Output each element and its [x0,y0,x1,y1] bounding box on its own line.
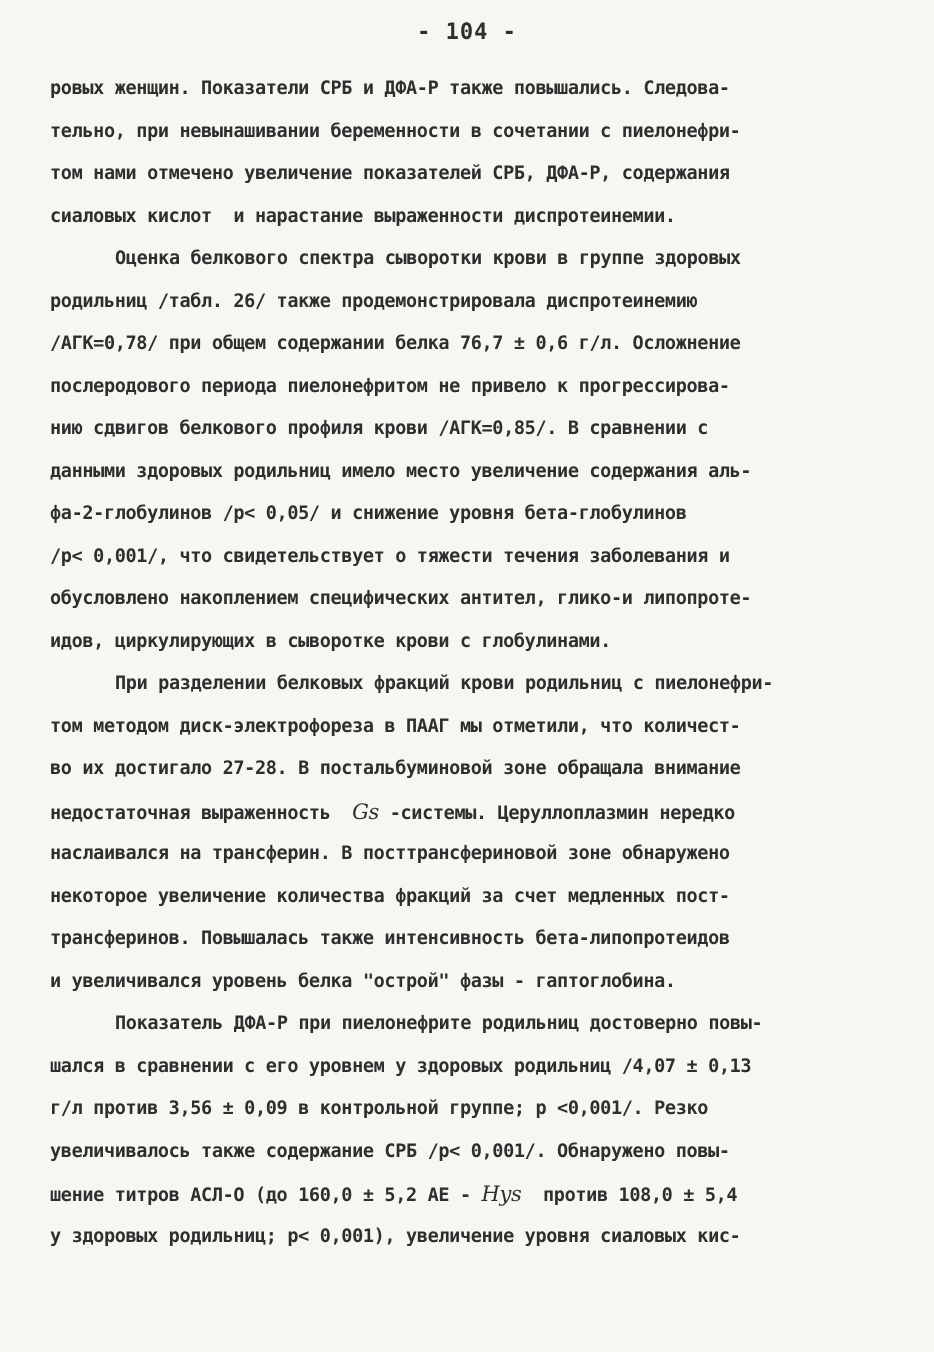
text-line: наслаивался на трансферин. В посттрансфериновой зоне обнаружено [50,843,730,864]
text-line [50,791,900,834]
text-line: Оценка белкового спектра сыворотки крови в группе здоровых [115,248,741,269]
handwritten-symbol: Hys [481,1182,522,1206]
text-line: идов, циркулирующих в сыворотке крови с глобулинами. [50,630,611,652]
text-line: сиаловых кислот и нарастание выраженности диспротеинемии. [50,205,676,227]
text-line: фа-2-глобулинов /р< 0,05/ и снижение уровня бета-глобулинов [50,503,687,524]
text-line [50,1173,900,1216]
text-line: увеличивалось также содержание СРБ /р< 0,001/. Обнаружено повы- [50,1140,730,1162]
text-line: и увеличивался уровень белка "острой" фазы - гаптоглобина. [50,970,676,992]
text-line: При разделении белковых фракций крови родильниц с пиелонефри- [115,673,774,694]
text-line: том нами отмечено увеличение показателей СРБ, ДФА-Р, содержания [50,163,730,184]
line-segment: против 108,0 ± 5,4 [521,1185,738,1206]
page-number: - 104 - [417,20,517,45]
text-line: обусловлено накоплением специфических антител, глико-и липопроте- [50,588,752,609]
line-segment: -системы. Церуллоплазмин нередко [378,802,735,824]
text-line: /АГК=0,78/ при общем содержании белка 76,7 ± 0,6 г/л. Осложнение [50,333,741,354]
text-line: во их достигало 27-28. В постальбуминовой зоне обращала внимание [50,758,741,779]
text-line: послеродового периода пиелонефритом не привело к прогрессирова- [50,375,730,397]
text-line: нию сдвигов белкового профиля крови /АГК=0,85/. В сравнении с [50,418,709,439]
text-line: том методом диск-электрофореза в ПААГ мы отметили, что количест- [50,715,741,737]
text-line: шался в сравнении с его уровнем у здоровых родильниц /4,07 ± 0,13 [50,1055,752,1077]
text-line: родильниц /табл. 26/ также продемонстрировала диспротеинемию [50,290,698,312]
handwritten-symbol: Gs [352,799,379,824]
text-line: г/л против 3,56 ± 0,09 в контрольной группе; р <0,001/. Резко [50,1098,709,1119]
text-line: /р< 0,001/, что свидетельствует о тяжести течения заболевания и [50,545,730,567]
line-segment: недостаточная выраженность [50,802,353,824]
text-line: у здоровых родильниц; р< 0,001), увеличение уровня сиаловых кис- [50,1225,741,1247]
text-line: данными здоровых родильниц имело место увеличение содержания аль- [50,460,752,482]
text-line: тельно, при невынашивании беременности в сочетании с пиелонефри- [50,120,741,142]
text-line: некоторое увеличение количества фракций за счет медленных пост- [50,885,730,907]
line-segment: шение титров АСЛ-О (до 160,0 ± 5,2 АЕ - [50,1185,482,1206]
text-line: ровых женщин. Показатели СРБ и ДФА-Р также повышались. Следова- [50,78,730,99]
text-line: Показатель ДФА-Р при пиелонефрите родильниц достоверно повы- [115,1013,763,1034]
text-line: трансферинов. Повышалась также интенсивность бета-липопротеидов [50,928,730,949]
body-text [50,68,900,1258]
